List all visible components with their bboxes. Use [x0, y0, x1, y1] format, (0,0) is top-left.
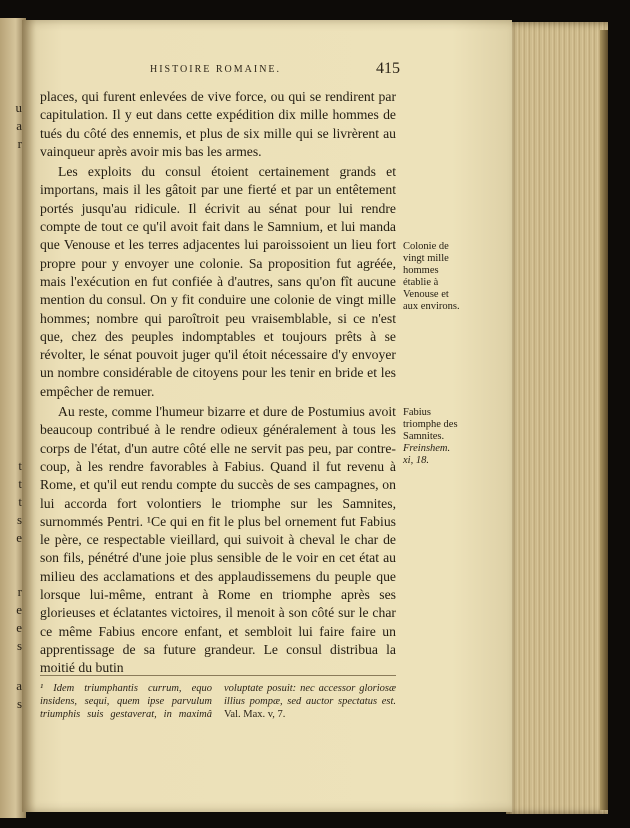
footnote-source: Val. Max. v, 7. — [224, 709, 286, 720]
sidenote-reference: Freinshem. xi, 18. — [403, 443, 451, 466]
left-page-fragment: t — [18, 476, 22, 491]
page-block-edge — [506, 22, 608, 814]
left-page-fragment: s — [16, 696, 22, 711]
sidenote-text: Fabius triomphe des Samnites. — [403, 407, 458, 442]
left-page-fragment: u — [15, 100, 22, 115]
left-page-fragment: a — [16, 678, 22, 693]
paragraph: Au reste, comme l'humeur bizarre et dure de Postumius avoit beaucoup contribué à le rendre odieux généralement à tous les corps de l'état, d'un autre côté elle ne servit pas peu, par contre-coup, à les rendre favorables à Fabius. Quand il fut revenu à Rome, et qu'il eut rendu compte du succès de ses campagnes, on lui accorda fort volontiers le triomphe sur les Samnites, surnommés Pentri. ¹Ce qui en fit le plus bel ornement fut Fabius le père, ce respectable vieillard, qui suivoit à cheval le char de son fils, pénétré d'une joie plus sensible de le voir en cet état au milieu des acclamations et des applaudissemens du peuple que lorsque lui-même, entrant à Rome en triomphe après ses glorieuses et éclatantes victoires, il menoit à son côté sur le char ce même Fabius encore enfant, et sembloit lui faire faire un apprentissage de sa future grandeur. Le consul distribua la moitié du butin — [40, 404, 396, 676]
left-page-fragment: s — [16, 512, 22, 527]
left-page-fragment: t — [18, 494, 22, 509]
left-page-fragment: r — [17, 136, 22, 151]
left-page-fragment: e — [16, 530, 22, 545]
footnote-text: ¹ Idem triumphantis currum, equo insidens, sequi, quem ipse parvulum triumphis suis gestaverat, in maximâ voluptate posuit: nec accessor gloriosæ illius pompæ, sed auctor spectatus est. — [40, 683, 396, 720]
left-page-fragment: e — [16, 602, 22, 617]
paragraph: places, qui furent enlevées de vive force, ou qui se rendirent par capitulation. Il y eut dans cette expédition dix mille hommes de tués du côté des ennemis, et plus de six mille qui se livrèrent au vainqueur après avoir mis bas les armes. — [40, 89, 396, 159]
left-page-fragment: s — [16, 638, 22, 653]
sidenote-text: Colonie de vingt mille hommes établie à Venouse et aux environs. — [403, 241, 460, 312]
footnote — [40, 682, 396, 721]
footnote-rule — [40, 675, 396, 676]
page-block-shadow — [600, 30, 608, 810]
left-page-fragment: t — [18, 458, 22, 473]
running-header: HISTOIRE ROMAINE. — [150, 64, 282, 75]
main-text — [40, 88, 396, 678]
page-number: 415 — [376, 60, 400, 77]
sidenote-fabius — [403, 407, 461, 467]
left-page-fragment: e — [16, 620, 22, 635]
left-page-fragment: a — [16, 118, 22, 133]
paragraph: Les exploits du consul étoient certainement grands et importans, mais il les gâtoit par une fierté et par un entêtement portés jusqu'au ridicule. Il écrivit au sénat pour lui rendre compte de tout ce qu'il avoit fait dans le Samnium, et lui manda que Venouse et les terres adjacentes lui paroissoient un lieu fort propre pour y envoyer une colonie. Sa proposition fut agréée, mais l'exécution en fut confiée à d'autres, sans qu'on fît aucune mention du consul. On y fit conduire une colonie de vingt mille hommes; nombre qui paroîtroit peu vraisemblable, si ce n'est que, chez des peuples indomptables et toujours prêts à se révolter, le sénat pouvoit juger qu'il étoit nécessaire d'y envoyer un nombre considérable de citoyens pour les tenir en bride et les empêcher de remuer. — [40, 164, 396, 399]
sidenote-colonie — [403, 241, 461, 313]
left-page-fragment: r — [17, 584, 22, 599]
